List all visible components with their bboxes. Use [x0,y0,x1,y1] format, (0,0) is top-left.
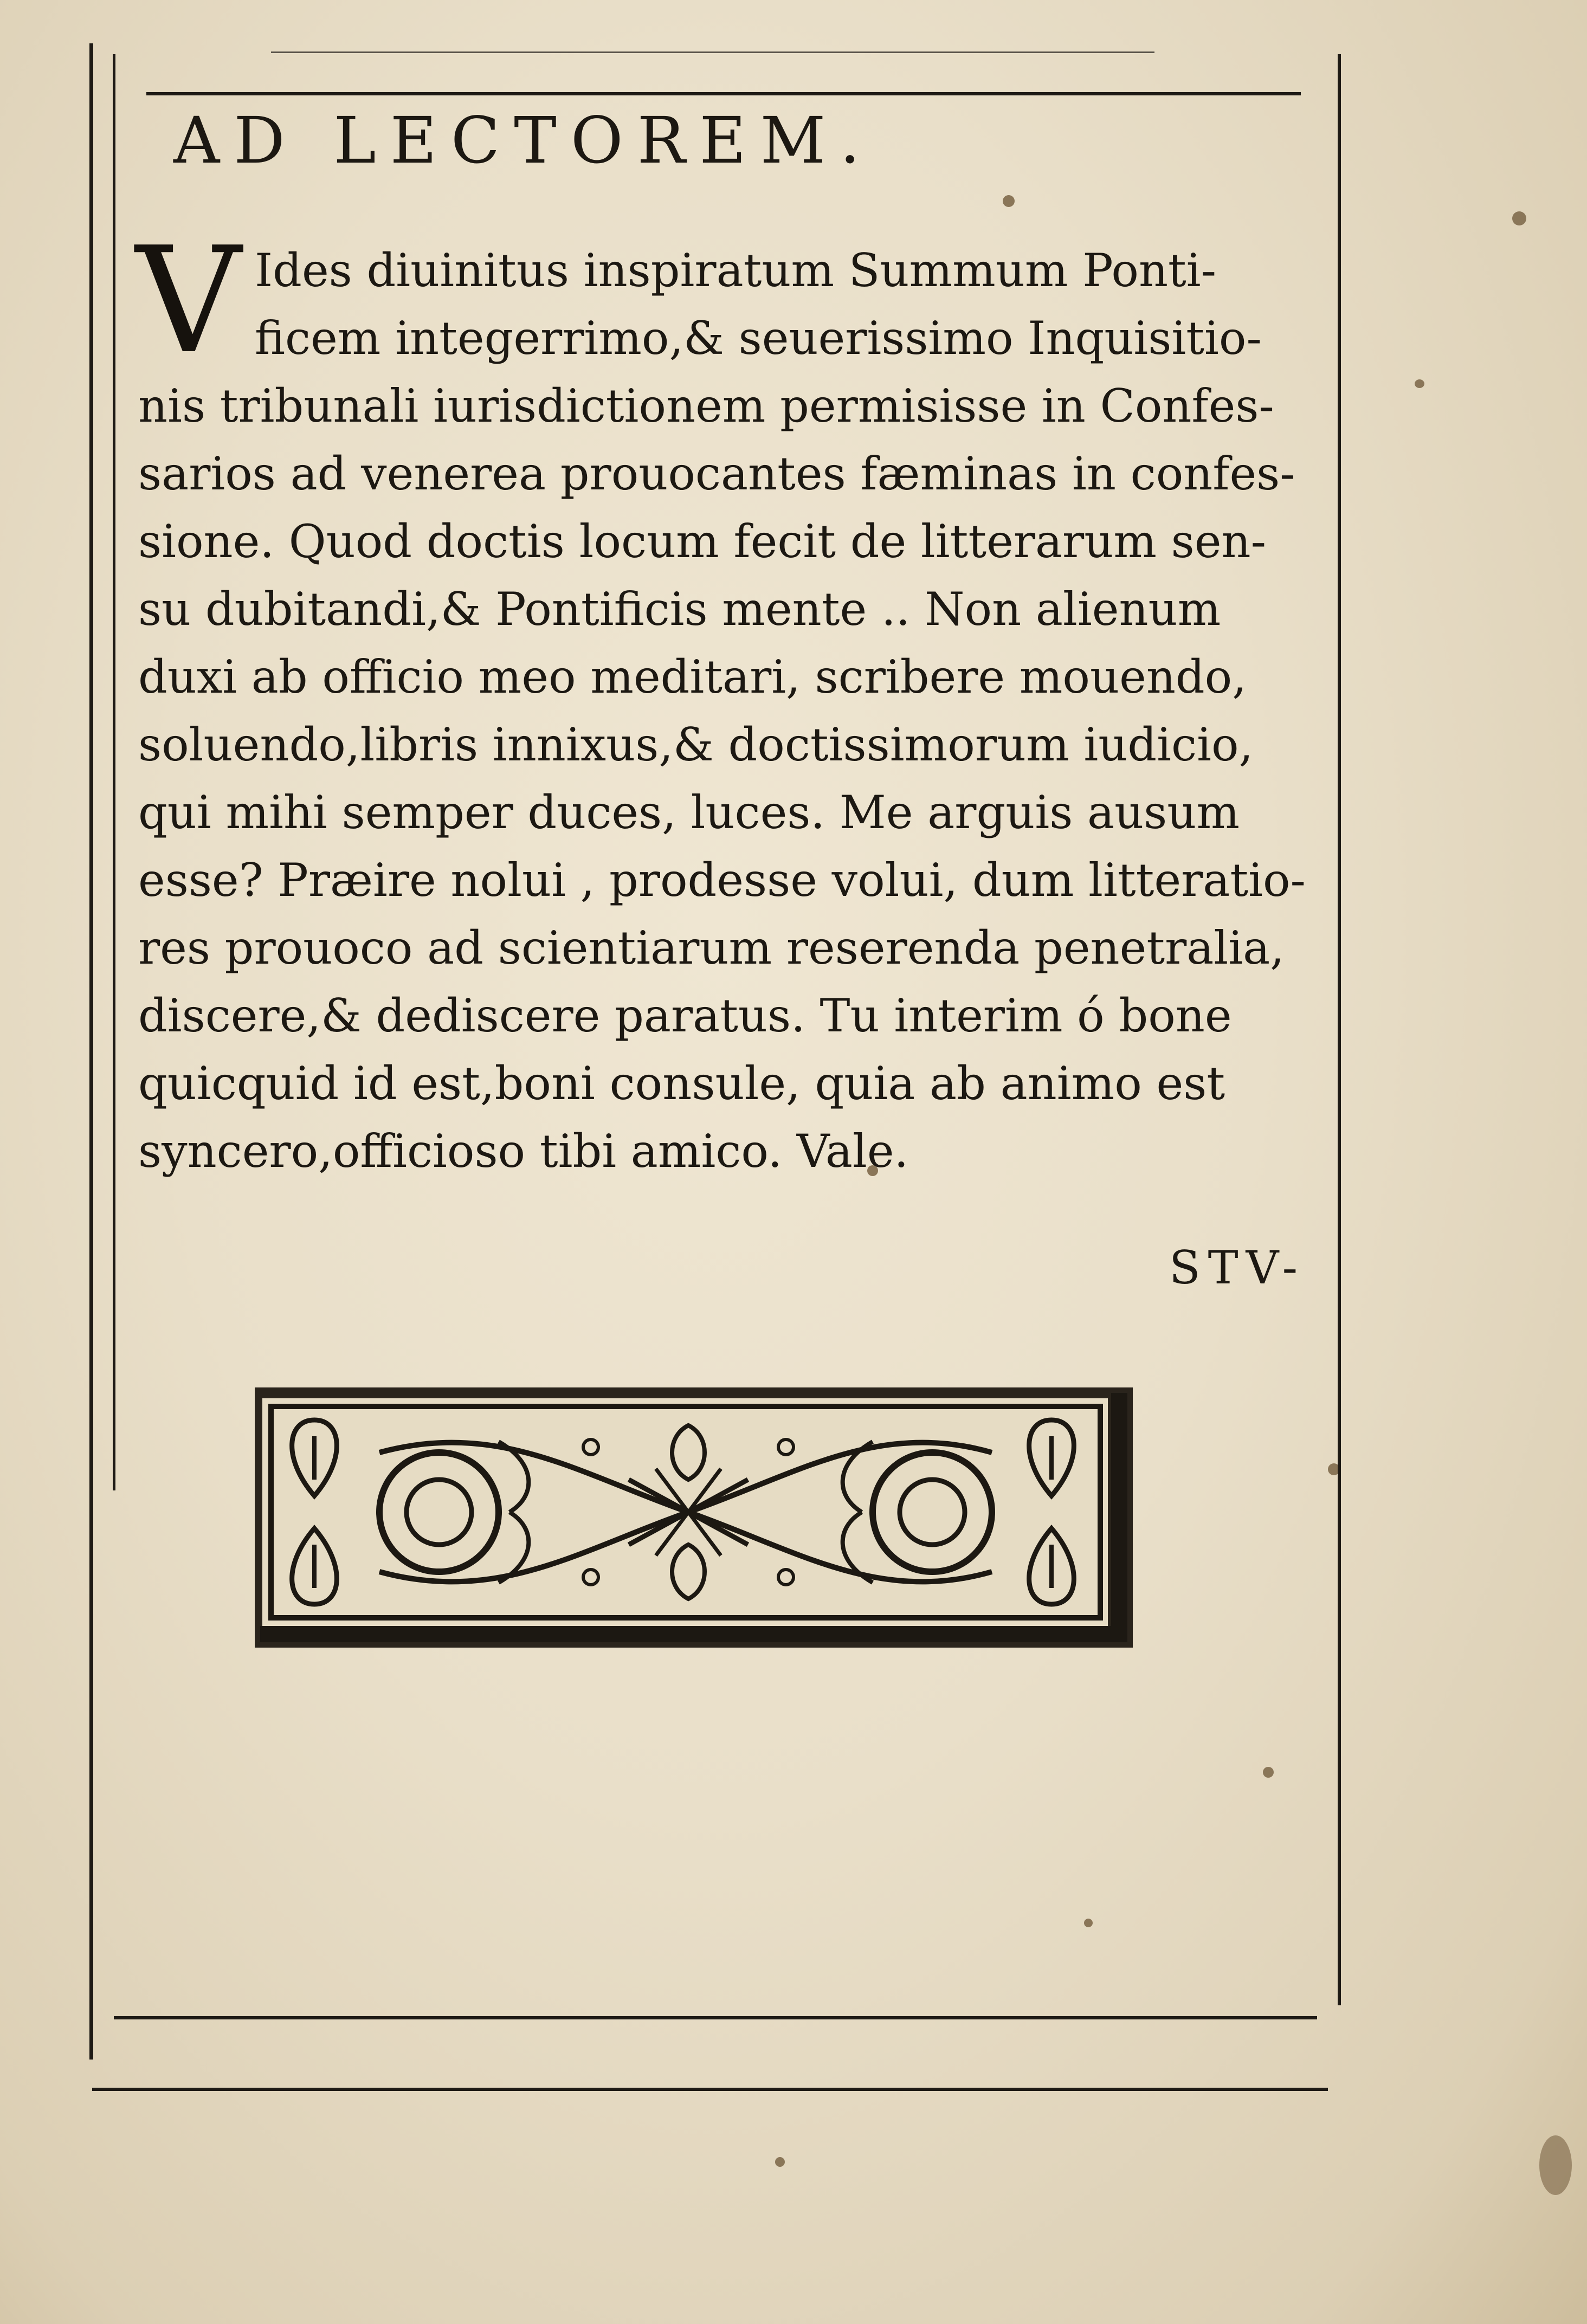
body-line: sione. Quod doctis locum fecit de litterarum sen- [138,515,1266,568]
woodcut-ornament-icon [255,1387,1133,1648]
paper-spot [1263,1767,1274,1778]
page-heading: AD LECTOREM. [173,103,874,178]
body-line: syncero,officioso tibi amico. Vale. [138,1125,909,1178]
body-line: sarios ad venerea prouocantes fæminas in confes- [138,447,1295,500]
body-line: nis tribunali iurisdictionem permisisse in Confes- [138,379,1274,432]
body-line: esse? Præire nolui , prodesse volui, dum litteratio- [138,854,1306,907]
frame-rule-left-outer [89,43,93,2060]
frame-rule-right [1338,54,1341,2005]
catchword: STV- [1169,1241,1305,1294]
paper-spot [775,2157,785,2167]
body-line: su dubitandi,& Pontificis mente .. Non alienum [138,583,1221,636]
paper-spot [1084,1919,1093,1927]
frame-rule-bottom-outer [92,2088,1328,2091]
body-line: soluendo,libris innixus,& doctissimorum iudicio, [138,718,1254,771]
paper-spot [1415,379,1424,388]
body-line: Ides diuinitus inspiratum Summum Ponti- [255,244,1217,297]
body-line: qui mihi semper duces, luces. Me arguis ausum [138,786,1240,839]
body-line: ficem integerrimo,& seuerissimo Inquisitio- [255,312,1262,365]
paper-spot [1512,211,1526,225]
frame-rule-top [146,92,1301,95]
frame-rule-left-inner [113,54,115,1490]
body-line: quicquid id est,boni consule, quia ab animo est [138,1057,1225,1110]
body-line: res prouoco ad scientiarum reserenda penetralia, [138,921,1285,974]
frame-rule-top-thin [271,51,1154,53]
drop-cap: V [136,215,241,386]
body-line: discere,& dediscere paratus. Tu interim ó bone [138,989,1232,1042]
frame-rule-bottom-inner [114,2016,1317,2019]
paper-spot [1003,195,1015,207]
body-line: duxi ab officio meo meditari, scribere mouendo, [138,650,1247,703]
paper-spot [1539,2135,1572,2195]
